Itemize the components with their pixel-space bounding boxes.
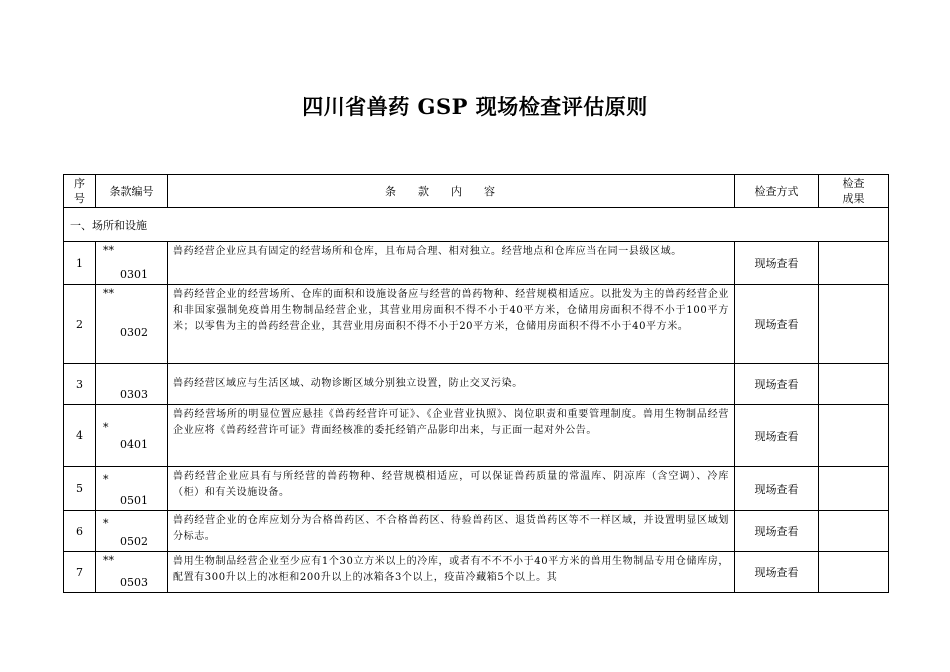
row-mark: ** [103, 287, 114, 300]
row-code [96, 242, 168, 285]
row-method: 现场查看 [735, 405, 819, 467]
row-code [96, 467, 168, 511]
header-index-line2: 号 [74, 192, 85, 205]
row-method: 现场查看 [735, 242, 819, 285]
row-code-number: 0502 [120, 535, 148, 548]
row-index: 7 [64, 552, 96, 593]
row-mark: * [103, 517, 109, 530]
row-content: 兽药经营企业的经营场所、仓库的面积和设施设备应与经营的兽药物种、经营规模相适应。以批发为主的兽药经营企业和非国家强制免疫兽用生物制品经营企业，其营业用房面积不得不小于40平方米，仓储用房面积不得不小于100平方米；以零售为主的兽药经营企业，其营业用房面积不得不小于20平方米，仓储用房面积不得不小于40平方米。 [168, 285, 735, 364]
header-content [168, 175, 735, 208]
inspection-table [63, 174, 889, 593]
section-title: 一、场所和设施 [64, 208, 889, 242]
table-row [64, 405, 889, 467]
row-code-number: 0503 [120, 576, 148, 589]
row-index: 3 [64, 364, 96, 405]
row-result [819, 364, 889, 405]
header-code: 条款编号 [96, 175, 168, 208]
row-index: 2 [64, 285, 96, 364]
row-method: 现场查看 [735, 552, 819, 593]
row-result [819, 467, 889, 511]
row-result [819, 511, 889, 552]
header-index [64, 175, 96, 208]
row-content: 兽药经营区域应与生活区域、动物诊断区域分别独立设置，防止交叉污染。 [168, 364, 735, 405]
header-method: 检查方式 [735, 175, 819, 208]
row-code [96, 285, 168, 364]
row-code [96, 511, 168, 552]
table-row [64, 285, 889, 364]
table-row [64, 467, 889, 511]
row-method: 现场查看 [735, 511, 819, 552]
row-code-number: 0303 [120, 388, 148, 401]
row-code [96, 552, 168, 593]
header-result [819, 175, 889, 208]
table-row [64, 511, 889, 552]
row-result [819, 285, 889, 364]
row-mark: ** [103, 554, 114, 567]
document-title: 四川省兽药 GSP 现场检查评估原则 [302, 94, 648, 119]
row-index: 4 [64, 405, 96, 467]
row-code-number: 0301 [120, 268, 148, 281]
row-mark: ** [103, 244, 114, 257]
row-content: 兽药经营企业的仓库应划分为合格兽药区、不合格兽药区、待验兽药区、退货兽药区等不一样区域，并设置明显区域划分标志。 [168, 511, 735, 552]
row-result [819, 405, 889, 467]
row-method: 现场查看 [735, 467, 819, 511]
row-content: 兽药经营企业应具有与所经营的兽药物种、经营规模相适应，可以保证兽药质量的常温库、阴凉库（含空调）、冷库（柜）和有关设施设备。 [168, 467, 735, 511]
row-result [819, 552, 889, 593]
row-mark: * [103, 473, 109, 486]
row-result [819, 242, 889, 285]
table-row [64, 552, 889, 593]
row-content: 兽药经营场所的明显位置应悬挂《兽药经营许可证》、《企业营业执照》、岗位职责和重要管理制度。兽用生物制品经营企业应将《兽药经营许可证》背面经核准的委托经销产品影印出来，与正面一起对外公告。 [168, 405, 735, 467]
row-index: 6 [64, 511, 96, 552]
header-content-label: 条款内容 [385, 184, 517, 198]
row-code-number: 0501 [120, 494, 148, 507]
row-index: 5 [64, 467, 96, 511]
row-content [168, 552, 735, 593]
section-row [64, 208, 889, 242]
row-code [96, 405, 168, 467]
table-header-row [64, 175, 889, 208]
row-method: 现场查看 [735, 364, 819, 405]
table-row [64, 364, 889, 405]
row-code [96, 364, 168, 405]
header-result-line2: 成果 [842, 192, 865, 205]
row-code-number: 0302 [120, 326, 148, 339]
row-content-text: 兽用生物制品经营企业至少应有1个30立方米以上的冷库，或者有不不不小于40平方米的兽用生物制品专用仓储库房，配置有300升以上的冰柜和200升以上的冰箱各3个以上，疫苗冷藏箱5个以上。其 [173, 556, 729, 583]
table-row [64, 242, 889, 285]
row-index: 1 [64, 242, 96, 285]
header-index-line1: 序 [74, 177, 85, 190]
row-content: 兽药经营企业应具有固定的经营场所和仓库，且布局合理、相对独立。经营地点和仓库应当在同一县级区域。 [168, 242, 735, 285]
row-code-number: 0401 [120, 438, 148, 451]
row-method: 现场查看 [735, 285, 819, 364]
row-mark: * [103, 421, 109, 434]
header-result-line1: 检查 [842, 177, 865, 190]
